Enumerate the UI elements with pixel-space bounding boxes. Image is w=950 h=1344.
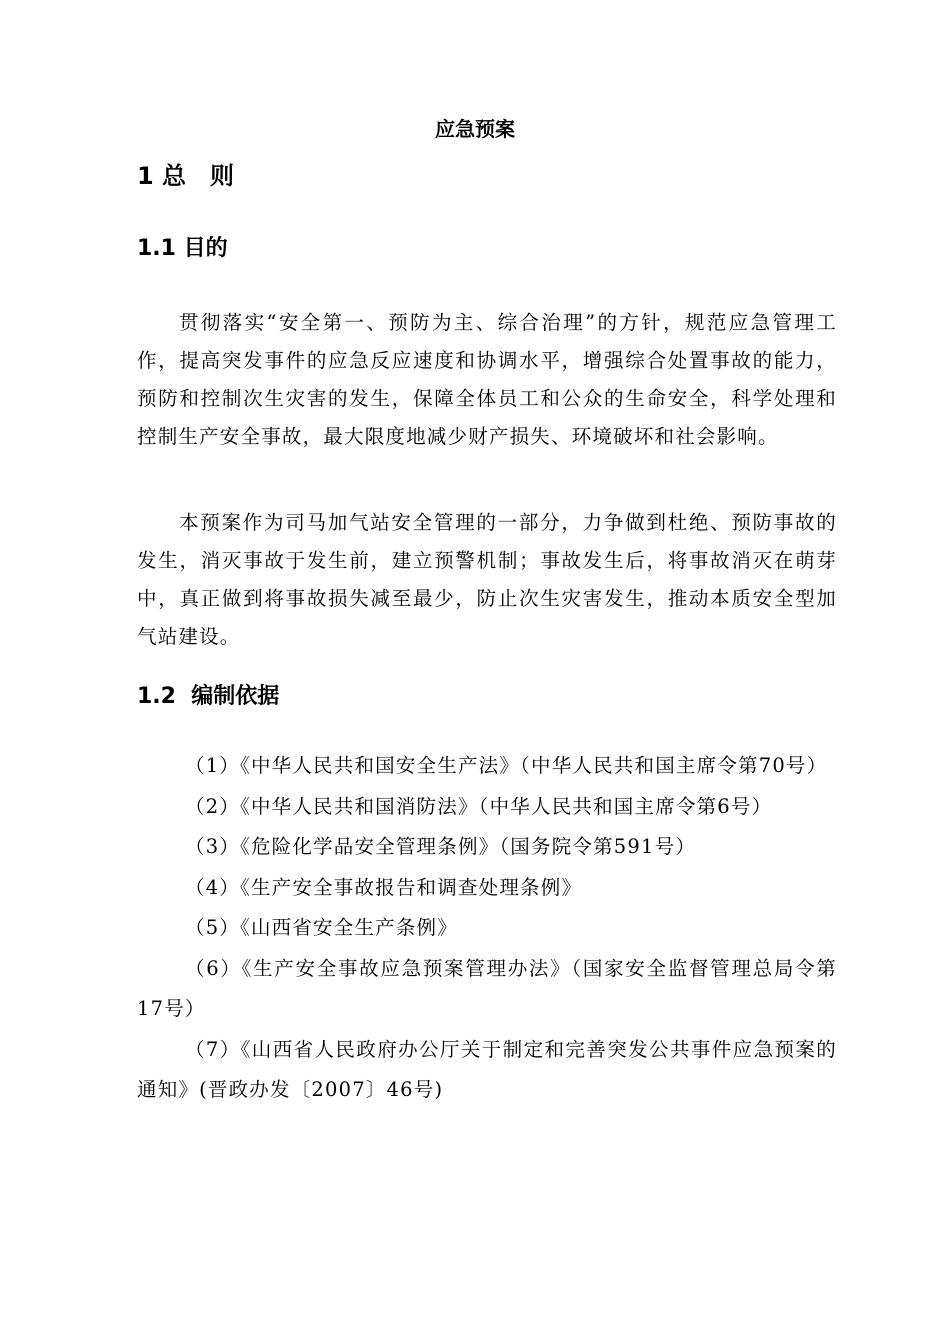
reference-item: （5）《山西省安全生产条例》 <box>185 916 458 939</box>
reference-item: （3）《危险化学品安全管理条例》（国务院令第591号） <box>185 835 697 858</box>
paragraph-purpose-2: 本预案作为司马加气站安全管理的一部分，力争做到杜绝、预防事故的发生，消灭事故于发生前，建立预警机制；事故发生后，将事故消灭在萌芽中，真正做到将事故损失减至最少，防止次生灾害发生，推动本质安全型加气站建设。 <box>137 511 837 648</box>
reference-item: （2）《中华人民共和国消防法》（中华人民共和国主席令第6号） <box>185 794 773 818</box>
paragraph-purpose-1: 贯彻落实“安全第一、预防为主、综合治理”的方针，规范应急管理工作，提高突发事件的应急反应速度和协调水平，增强综合处置事故的能力，预防和控制次生灾害的发生，保障全体员工和公众的生命安全，科学处理和控制生产安全事故，最大限度地减少财产损失、环境破坏和社会影响。 <box>137 311 837 448</box>
reference-item: （4）《生产安全事故报告和调查处理条例》 <box>185 875 583 899</box>
document-title: 应急预案 <box>435 117 515 141</box>
section-heading-purpose: 1.1 目的 <box>137 236 228 261</box>
reference-item: （7）《山西省人民政府办公厅关于制定和完善突发公共事件应急预案的通知》(晋政办发〔2007〕46号) <box>137 1037 837 1101</box>
reference-item: （6）《生产安全事故应急预案管理办法》（国家安全监督管理总局令第17号） <box>137 956 837 1020</box>
section-heading-basis: 1.2 编制依据 <box>137 684 280 709</box>
reference-item: （1）《中华人民共和国安全生产法》（中华人民共和国主席令第70号） <box>185 754 828 777</box>
chapter-heading: 1 总 则 <box>137 162 235 190</box>
reference-list <box>137 746 837 1111</box>
